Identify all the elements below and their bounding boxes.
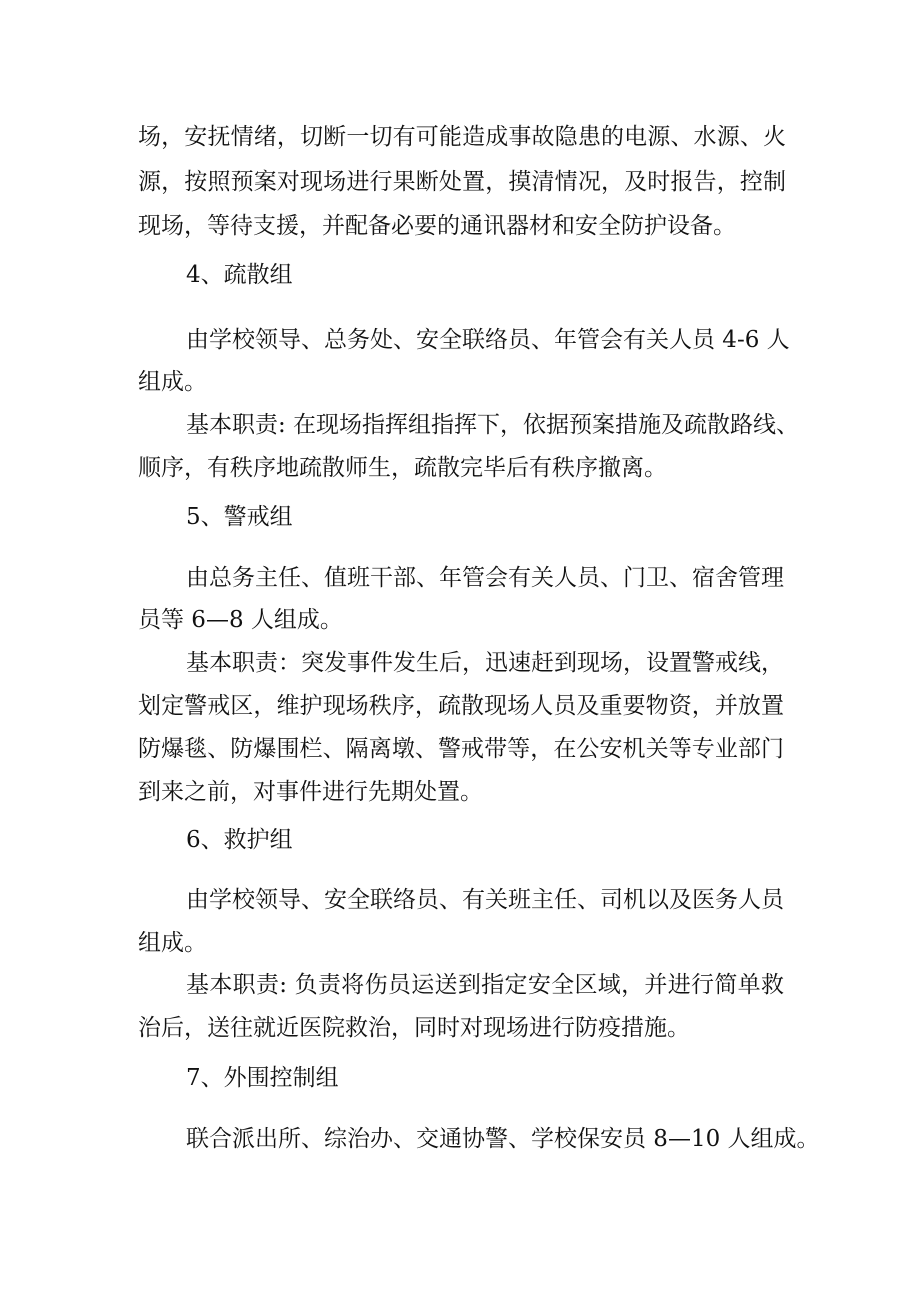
paragraph-line: 基本职责：突发事件发生后，迅速赶到现场，设置警戒线， bbox=[186, 650, 784, 676]
section-heading-perimeter: 7、外围控制组 bbox=[186, 1065, 339, 1091]
paragraph-line: 治后，送往就近医院救治，同时对现场进行防疫措施。 bbox=[138, 1015, 690, 1041]
section-heading-evacuation: 4、疏散组 bbox=[186, 262, 293, 288]
paragraph-line: 由学校领导、安全联络员、有关班主任、司机以及医务人员 bbox=[186, 887, 784, 913]
paragraph-line: 划定警戒区，维护现场秩序，疏散现场人员及重要物资，并放置 bbox=[138, 693, 784, 719]
paragraph-line: 由学校领导、总务处、安全联络员、年管会有关人员 4-6 人 bbox=[186, 327, 790, 353]
paragraph-line: 基本职责: 在现场指挥组指挥下，依据预案措施及疏散路线、 bbox=[186, 412, 800, 438]
paragraph-line: 员等 6—8 人组成。 bbox=[138, 607, 343, 633]
section-heading-rescue: 6、救护组 bbox=[186, 827, 293, 853]
paragraph-line: 顺序，有秩序地疏散师生，疏散完毕后有秩序撤离。 bbox=[138, 455, 667, 481]
paragraph-line: 基本职责: 负责将伤员运送到指定安全区域，并进行简单救 bbox=[186, 972, 784, 998]
section-heading-cordon: 5、警戒组 bbox=[186, 504, 293, 530]
paragraph-line: 防爆毯、防爆围栏、隔离墩、警戒带等，在公安机关等专业部门 bbox=[138, 736, 784, 762]
paragraph-line: 组成。 bbox=[138, 930, 207, 956]
paragraph-line: 到来之前，对事件进行先期处置。 bbox=[138, 779, 483, 805]
paragraph-line: 场，安抚情绪，切断一切有可能造成事故隐患的电源、水源、火 bbox=[138, 124, 786, 150]
paragraph-line: 现场，等待支援，并配备必要的通讯器材和安全防护设备。 bbox=[138, 213, 736, 239]
paragraph-line: 由总务主任、值班干部、年管会有关人员、门卫、宿舍管理 bbox=[186, 565, 784, 591]
paragraph-line: 源，按照预案对现场进行果断处置，摸清情况，及时报告，控制 bbox=[138, 169, 786, 195]
paragraph-line: 联合派出所、综治办、交通协警、学校保安员 8—10 人组成。 bbox=[186, 1126, 820, 1152]
paragraph-line: 组成。 bbox=[138, 369, 207, 395]
